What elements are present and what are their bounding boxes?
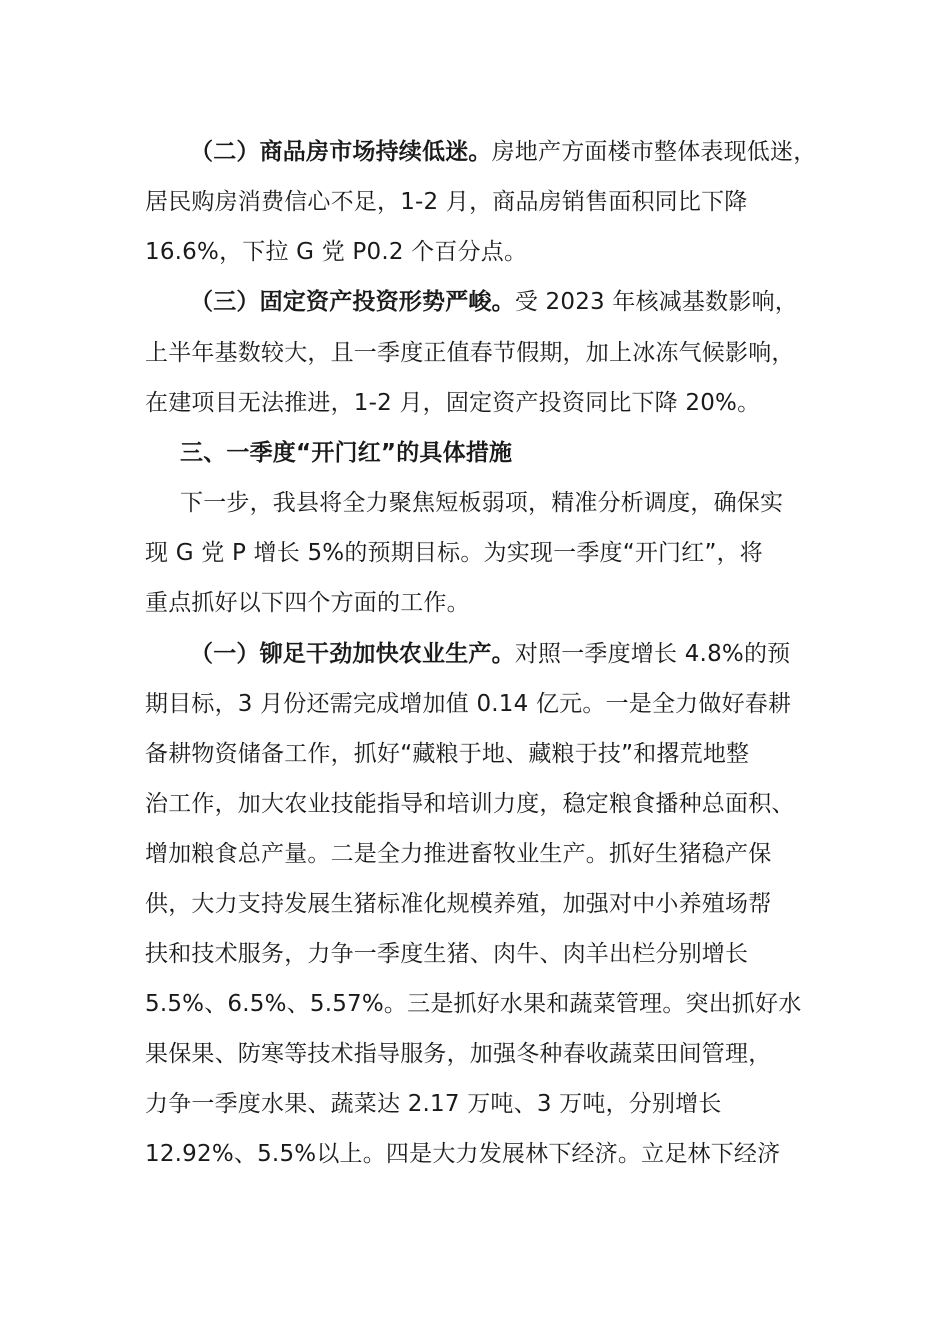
body-text: 果保果、防寒等技术指导服务，加强冬种春收蔬菜田间管理， [145, 1041, 772, 1067]
section-heading: （一）铆足干劲加快农业生产。 [190, 641, 515, 667]
paragraph-line [180, 478, 783, 528]
body-text: 16.6%，下拉 G 党 P0.2 个百分点。 [145, 239, 528, 265]
section-heading: （二）商品房市场持续低迷。 [190, 139, 492, 165]
section-heading: （三）固定资产投资形势严峻。 [190, 289, 515, 315]
paragraph-line [145, 227, 527, 277]
paragraph-line [145, 979, 802, 1029]
body-text: 5.5%、6.5%、5.57%。三是抓好水果和蔬菜管理。突出抓好水 [145, 991, 802, 1017]
body-text: 房地产方面楼市整体表现低迷， [491, 139, 817, 165]
paragraph-line [145, 1129, 780, 1179]
paragraph-line [190, 629, 790, 679]
body-text: 供，大力支持发展生猪标准化规模养殖，加强对中小养殖场帮 [145, 891, 772, 917]
paragraph-line [145, 1029, 771, 1079]
paragraph-line [180, 428, 512, 478]
paragraph-line [190, 127, 816, 177]
body-text: 备耕物资储备工作，抓好“藏粮于地、藏粮于技”和撂荒地整 [145, 741, 750, 767]
body-text: 增加粮食总产量。二是全力推进畜牧业生产。抓好生猪稳产保 [145, 841, 772, 867]
paragraph-line [145, 779, 795, 829]
paragraph-line [190, 277, 798, 327]
body-text: 对照一季度增长 4.8%的预 [514, 641, 791, 667]
body-text: 重点抓好以下四个方面的工作。 [145, 590, 470, 616]
body-text: 下一步，我县将全力聚焦短板弱项，精准分析调度，确保实 [180, 490, 784, 516]
paragraph-line [145, 578, 470, 628]
body-text: 受 2023 年核减基数影响， [514, 289, 798, 315]
paragraph-line [145, 879, 771, 929]
body-text: 期目标，3 月份还需完成增加值 0.14 亿元。一是全力做好春耕 [145, 691, 792, 717]
body-text: 上半年基数较大，且一季度正值春节假期，加上冰冻气候影响， [145, 340, 795, 366]
body-text: 扶和技术服务，力争一季度生猪、肉牛、肉羊出栏分别增长 [145, 941, 749, 967]
body-text: 力争一季度水果、蔬菜达 2.17 万吨、3 万吨，分别增长 [145, 1091, 722, 1117]
paragraph-line [145, 929, 748, 979]
body-text: 12.92%、5.5%以上。四是大力发展林下经济。立足林下经济 [145, 1141, 781, 1167]
paragraph-line [145, 1079, 722, 1129]
paragraph-line [145, 679, 791, 729]
paragraph-line [145, 378, 760, 428]
body-text: 居民购房消费信心不足，1-2 月，商品房销售面积同比下降 [145, 189, 748, 215]
paragraph-line [145, 829, 771, 879]
paragraph-line [145, 729, 749, 779]
paragraph-line [145, 328, 795, 378]
body-text: 在建项目无法推进，1-2 月，固定资产投资同比下降 20%。 [145, 390, 761, 416]
chapter-heading: 三、一季度“开门红”的具体措施 [180, 440, 513, 466]
paragraph-line [145, 177, 747, 227]
body-text: 治工作，加大农业技能指导和培训力度，稳定粮食播种总面积、 [145, 791, 795, 817]
paragraph-line [145, 528, 763, 578]
body-text: 现 G 党 P 增长 5%的预期目标。为实现一季度“开门红”，将 [145, 540, 763, 566]
